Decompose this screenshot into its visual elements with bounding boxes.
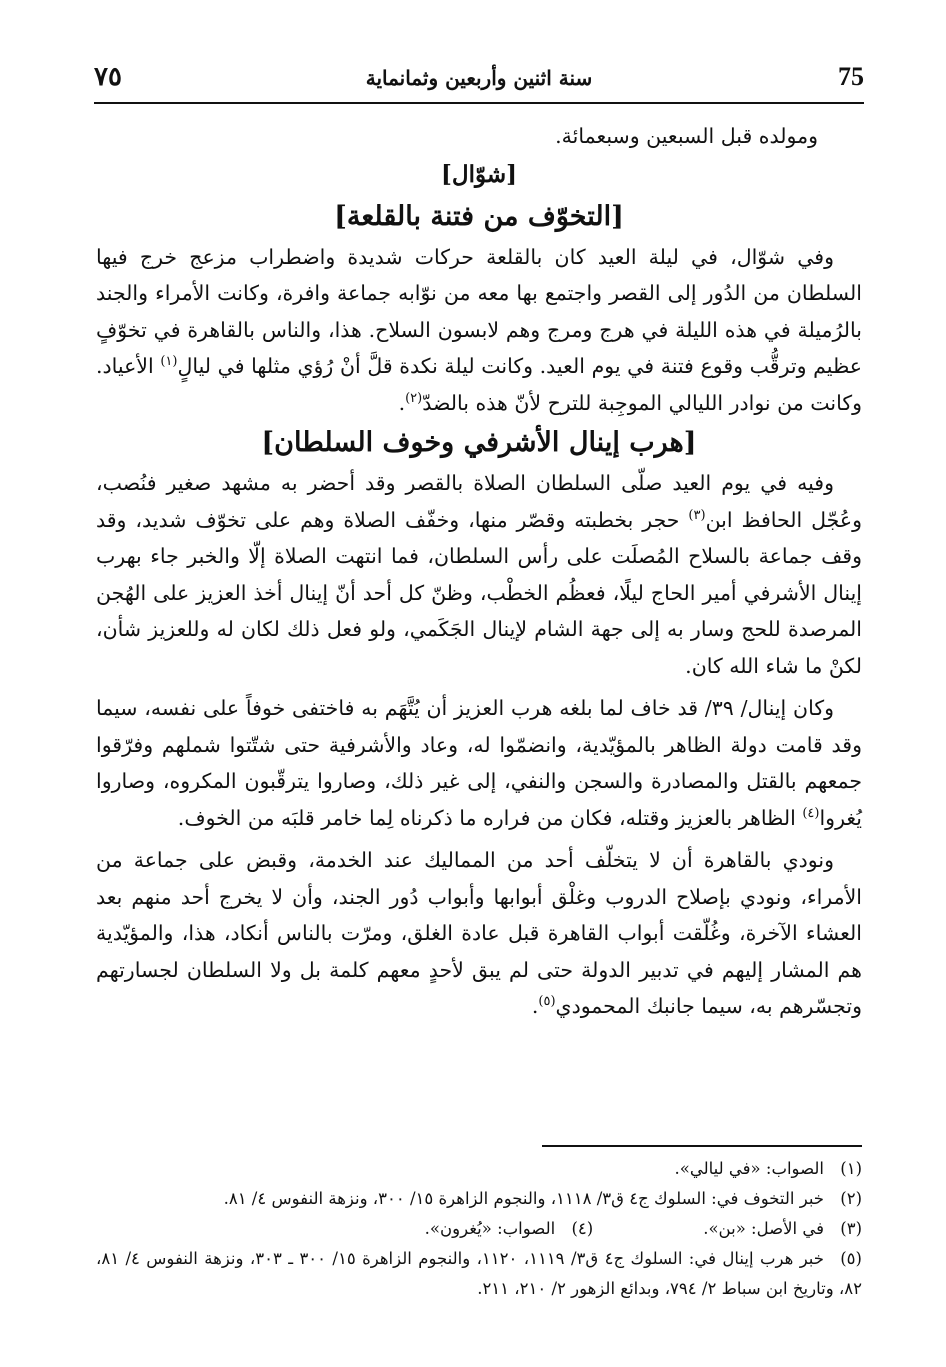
footnote-mark: (١)	[840, 1159, 862, 1178]
paragraph-proclamation	[96, 842, 862, 1025]
footnote-rule	[542, 1145, 862, 1147]
text-run: الظاهر بالعزيز وقتله، فكان من فراره ما ذكرناه لِما خامر قلبَه من الخوف.	[177, 805, 803, 830]
footnote-ref-1: (١)	[160, 354, 178, 370]
footnote-mark: (٥)	[840, 1249, 862, 1268]
text-run: .	[531, 994, 539, 1018]
text-run: .	[398, 390, 406, 415]
footnote-text: خبر هرب إينال في: السلوك ج٤ ق٣/ ١١١٩، ١١٢٠، والنجوم الزاهرة ١٥/ ٣٠٠ ـ ٣٠٣، ونزهة النفوس ٤/ ٨١، ٨٢، وتاريخ ابن سباط ٢/ ٧٩٤، وبدائع الزهور ٢/ ٢١٠، ٢١١.	[96, 1249, 862, 1298]
paragraph-eid-night	[96, 239, 862, 422]
text-run: وفيه في يوم العيد صلّى السلطان الصلاة بالقصر وقد أحضر به مشهد صغير فنُصب، وعُجّل الحافظ ابن	[96, 471, 862, 532]
page-header	[94, 62, 864, 96]
text-run: وفي شوّال، في ليلة العيد كان بالقلعة حركات شديدة واضطراب مزعج خرج فيها السلطان من الدُور إلى القصر واجتمع بها معه من نوّابه جماعة وافرة، وكانت الأمراء والجند بالرُميلة في هذه الليلة في هرج ومرج وهم لابسون السلاح. هذا، والناس بالقاهرة في تخوّفٍ عظيم وترقُّب وقوع فتنة في يوم العيد. وكانت ليلة نكدة قلَّ أنْ رُؤي مثلها في ليالٍ	[96, 244, 862, 378]
footnote-2	[96, 1184, 862, 1214]
footnote-text: في الأصل: «بن».	[703, 1219, 824, 1238]
paragraph-eid-prayer	[96, 465, 862, 684]
text-run: الأعياد. وكانت من نوادر الليالي الموجِبة للترح لأنّ هذه بالضدّ	[96, 354, 862, 415]
month-heading: [شوّال]	[440, 160, 518, 188]
footnotes	[96, 1154, 862, 1304]
footnote-row-3-4	[96, 1214, 862, 1244]
footnote-4	[425, 1214, 594, 1244]
paragraph-inal-hiding	[96, 690, 862, 836]
footnote-ref-4: (٤)	[802, 805, 820, 821]
section-heading-flight: [هرب إينال الأشرفي وخوف السلطان]	[261, 427, 697, 458]
footnote-ref-3: (٣)	[688, 507, 706, 523]
footnote-5	[96, 1244, 862, 1304]
intro-line: ومولده قبل السبعين وسبعمائة.	[555, 124, 818, 148]
page-number-arabic: ٧٥	[94, 62, 122, 92]
section-heading-fear: [التخوّف من فتنة بالقلعة]	[334, 200, 624, 232]
page-number-latin: 75	[838, 62, 864, 91]
header-rule	[94, 102, 864, 104]
text-run: حجر بخطبته وقصّر منها، وخفّف الصلاة وهم على تخوّف شديد، وقد وقف جماعة بالسلاح المُصلَت على رأس السلطان، فما انتهت الصلاة إلّا والخبر جاء بهرب إينال الأشرفي أمير الحاج ليلًا، فعظُم الخطْب، وظنّ كل أحد أنّ إينال أخذ العزيز على الهُجن المرصدة للحج وسار به إلى جهة الشام لإينال الجَكَمي، ولو فعل ذلك لكان له وللعزيز شأن، لكنْ ما شاء الله كان.	[96, 507, 862, 678]
footnote-text: الصواب: «يُغرون».	[424, 1219, 556, 1238]
footnote-ref-2: (٢)	[405, 390, 423, 406]
footnote-3	[703, 1214, 862, 1244]
footnote-mark: (٢)	[840, 1189, 862, 1208]
text-run: ونودي بالقاهرة أن لا يتخلّف أحد من المماليك عند الخدمة، وقبض على جماعة من الأمراء، ونودي بإصلاح الدروب وغلْق أبوابها وأبواب دُور الجند، وأن لا يخرج أحد منهم بعد العشاء الآخرة، وغُلّقت أبواب القاهرة قبل عادة الغلق، ومرّت بالناس أنكاد، هذا، والمؤيّدية هم المشار إليهم في تدبير الدولة حتى لم يبق لأحدٍ معهم كلمة بل ولا السلطان لجسارتهم وتجسّرهم به، سيما جانبك المحمودي	[96, 848, 862, 1018]
footnote-1	[96, 1154, 862, 1184]
footnote-mark: (٤)	[571, 1219, 594, 1238]
footnote-ref-5: (٥)	[538, 994, 556, 1010]
footnote-text: خبر التخوف في: السلوك ج٤ ق٣/ ١١١٨، والنجوم الزاهرة ١٥/ ٣٠٠، ونزهة النفوس ٤/ ٨١.	[223, 1189, 824, 1208]
footnote-mark: (٣)	[840, 1219, 862, 1238]
main-text	[96, 118, 862, 1025]
running-title: سنة اثنين وأربعين وثمانماية	[365, 66, 593, 90]
footnote-text: الصواب: «في ليالي».	[674, 1159, 824, 1178]
text-run: وكان إينال/ ٣٩/ قد خاف لما بلغه هرب العزيز أن يُتَّهَم به فاختفى خوفاً على نفسه، سيما وقد قامت دولة الظاهر بالمؤيّدية، وانضمّوا له، وعاد والأشرفية حتى شتّتوا شملهم وفرّقوا جمعهم بالقتل والمصادرة والسجن والنفي، إلى غير ذلك، وصاروا يترقّبون المكروه، وصاروا يُغروا	[96, 696, 862, 830]
